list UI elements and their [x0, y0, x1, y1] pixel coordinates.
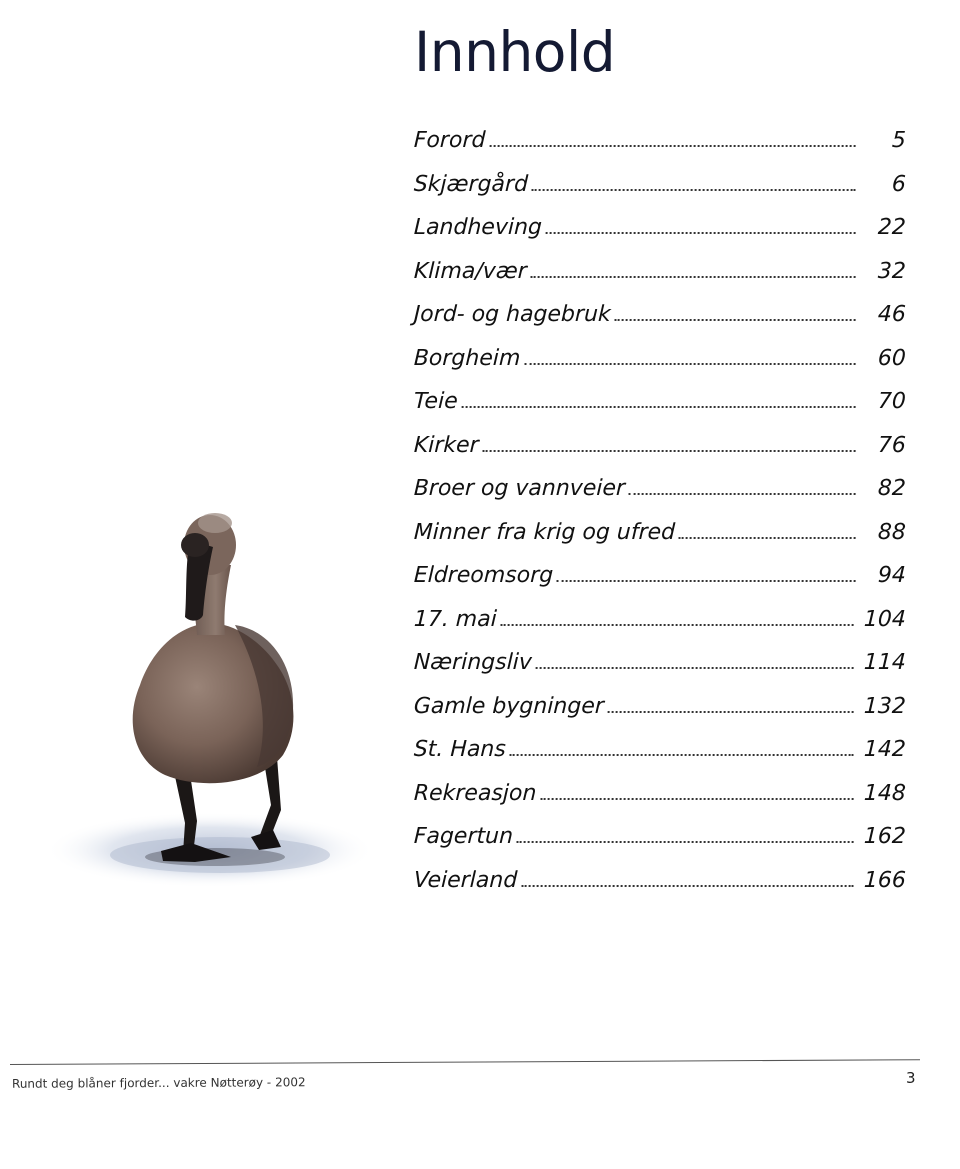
footer-text: Rundt deg blåner fjorder... vakre Nøtterøy - 2002	[11, 1075, 306, 1091]
dot-leader	[557, 580, 856, 582]
toc-entry	[413, 592, 907, 636]
dot-leader	[517, 841, 854, 843]
dot-leader	[501, 623, 854, 625]
toc-entry	[413, 809, 907, 853]
toc-entry	[413, 722, 907, 766]
toc-entry-title: Landheving	[413, 214, 543, 240]
toc-entry	[413, 331, 907, 375]
toc-entry	[413, 418, 907, 462]
toc-entry-title: Fagertun	[413, 823, 514, 849]
dot-leader	[536, 667, 854, 669]
toc-entry-page: 148	[863, 780, 907, 805]
toc-entry-title: Minner fra krig og ufred	[413, 519, 676, 544]
dot-leader	[532, 188, 856, 190]
toc-entry-title: Eldreomsorg	[413, 562, 554, 588]
toc-entry-page: 46	[877, 301, 907, 327]
toc-entry-title: Skjærgård	[413, 171, 529, 196]
toc-entry-title: Kirker	[413, 432, 480, 457]
page-number: 3	[906, 1069, 916, 1087]
toc-entry	[413, 505, 907, 549]
toc-entry	[413, 461, 907, 505]
toc-entry-page: 114	[863, 649, 907, 675]
toc-entry	[413, 853, 907, 897]
toc-entry-page: 82	[877, 475, 907, 501]
dot-leader	[608, 710, 854, 712]
dot-leader	[546, 232, 856, 234]
toc-entry-page: 94	[877, 562, 907, 588]
toc-entry-title: Rekreasjon	[413, 780, 537, 805]
toc-entry	[413, 113, 907, 157]
toc-entry-title: Klima/vær	[413, 258, 528, 283]
toc-entry	[413, 374, 907, 418]
toc-entry	[413, 200, 907, 244]
toc-entry-title: Næringsliv	[413, 649, 533, 675]
toc-entry-title: Broer og vannveier	[413, 475, 626, 501]
toc-entry-page: 22	[877, 214, 907, 240]
toc-entry	[413, 157, 907, 201]
toc-entry-page: 70	[877, 388, 907, 414]
toc-entry	[413, 679, 907, 723]
toc-entry-page: 166	[863, 867, 907, 892]
dot-leader	[629, 493, 856, 495]
dot-leader	[521, 884, 854, 886]
goose-illustration	[45, 505, 380, 895]
toc-entry-page: 162	[863, 823, 907, 849]
dot-leader	[461, 406, 855, 408]
toc-entry	[413, 635, 907, 679]
toc-entry-page: 6	[891, 171, 907, 196]
toc-entry-title: St. Hans	[413, 736, 507, 762]
toc-entry-page: 5	[891, 127, 907, 153]
toc-entry-page: 76	[877, 432, 907, 457]
dot-leader	[531, 275, 856, 277]
toc-entry	[413, 244, 907, 288]
table-of-contents	[414, 113, 906, 896]
dot-leader	[489, 145, 855, 147]
toc-entry-page: 142	[863, 736, 907, 762]
toc-entry-page: 88	[877, 519, 907, 544]
toc-entry-page: 104	[863, 606, 907, 631]
dot-leader	[510, 754, 854, 756]
toc-entry-title: Teie	[413, 388, 459, 414]
toc-entry-title: 17. mai	[413, 606, 498, 631]
toc-entry-page: 132	[863, 693, 907, 718]
page-title: Innhold	[414, 20, 616, 84]
toc-entry-title: Veierland	[413, 867, 518, 892]
toc-entry-page: 32	[877, 258, 907, 283]
dot-leader	[482, 449, 855, 451]
dot-leader	[679, 536, 856, 538]
dot-leader	[540, 797, 853, 799]
dot-leader	[615, 319, 856, 321]
toc-entry-title: Borgheim	[413, 345, 521, 370]
toc-entry	[413, 548, 907, 592]
footer-divider	[10, 1059, 920, 1065]
toc-entry-page: 60	[877, 345, 907, 370]
toc-entry-title: Gamle bygninger	[413, 693, 605, 718]
toc-entry	[413, 766, 907, 810]
dot-leader	[524, 362, 855, 364]
toc-entry	[413, 287, 907, 331]
toc-entry-title: Jord- og hagebruk	[413, 301, 612, 327]
toc-entry-title: Forord	[413, 127, 486, 153]
